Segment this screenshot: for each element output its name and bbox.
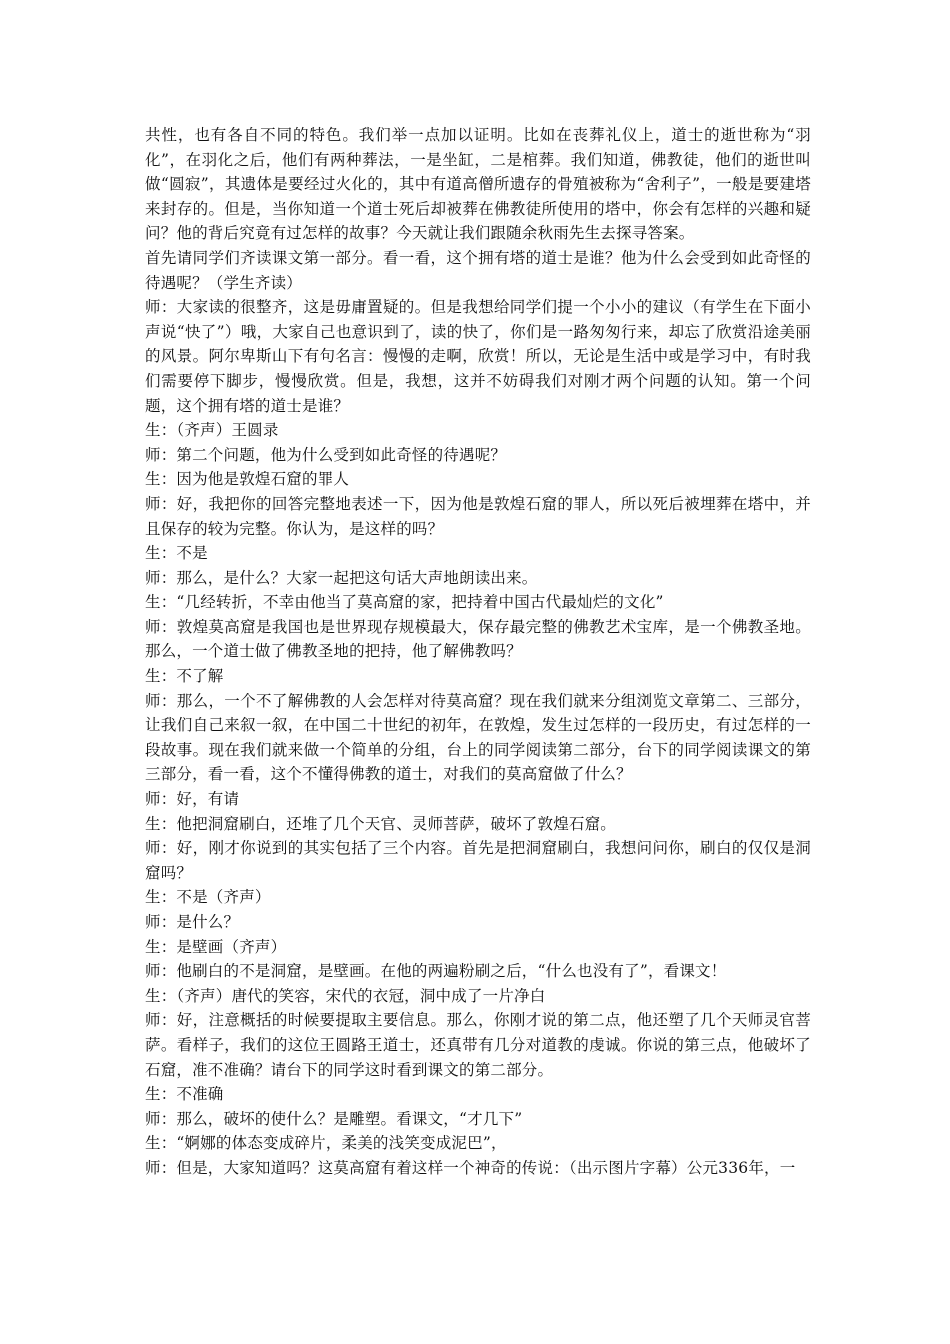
dialogue-line: 生：不了解 xyxy=(145,667,224,686)
paragraph-intro: 共性，也有各自不同的特色。我们举一点加以证明。比如在丧葬礼仪上，道士的逝世称为“羽化”，在羽化之后，他们有两种葬法，一是坐缸，二是棺葬。我们知道，佛教徒，他们的逝世叫做“圆寂”，其遗体是要经过火化的，其中有道高僧所遗存的骨殖被称为“舍利子”，一般是要建塔来封存的。但是，当你知道一个道士死后却被葬在佛教徒所使用的塔中，你会有怎样的兴趣和疑问？他的背后究竟有过怎样的故事？今天就让我们跟随余秋雨先生去探寻答案。 xyxy=(145,126,811,243)
dialogue-line: 生：“婀娜的体态变成碎片，柔美的浅笑变成泥巴”， xyxy=(145,1134,507,1153)
dialogue-line: 生：（齐声）唐代的笑容，宋代的衣冠，洞中成了一片净白 xyxy=(145,986,546,1005)
dialogue-line: 师：是什么？ xyxy=(145,913,240,931)
dialogue-line: 师：那么，是什么？大家一起把这句话大声地朗读出来。 xyxy=(145,568,538,587)
dialogue-line: 生：是壁画（齐声） xyxy=(145,937,287,956)
dialogue-line: 师：第二个问题，他为什么受到如此奇怪的待遇呢？ xyxy=(145,445,507,464)
dialogue-line: 师：好，注意概括的时候要提取主要信息。那么，你刚才说的第二点，他还塑了几个天师灵官菩萨。看样子，我们的这位王圆路王道士，还真带有几分对道教的虔诚。你说的第三点，他破坏了石窟，准不准确？请台下的同学这时看到课文的第二部分。 xyxy=(145,1011,811,1079)
dialogue-line: 师：那么，一个不了解佛教的人会怎样对待莫高窟？现在我们就来分组浏览文章第二、三部分，让我们自己来叙一叙，在中国二十世纪的初年，在敦煌，发生过怎样的一段历史，有过怎样的一段故事。现在我们就来做一个简单的分组，台上的同学阅读第二部分，台下的同学阅读课文的第三部分，看一看，这个不懂得佛教的道士，对我们的莫高窟做了什么？ xyxy=(145,691,811,784)
document-body xyxy=(145,123,811,1181)
dialogue-line: 生：“几经转折，不幸由他当了莫高窟的家，把持着中国古代最灿烂的文化” xyxy=(145,593,664,612)
dialogue-line: 师：好，我把你的回答完整地表述一下，因为他是敦煌石窟的罪人，所以死后被埋葬在塔中，并且保存的较为完整。你认为，是这样的吗？ xyxy=(145,494,811,538)
dialogue-line: 师：好，刚才你说到的其实包括了三个内容。首先是把洞窟刷白，我想问问你，刷白的仅仅是洞窟吗？ xyxy=(145,839,811,882)
dialogue-line: 师：那么，破坏的使什么？是雕塑。看课文，“才几下” xyxy=(145,1109,523,1128)
dialogue-line: 师：好，有请 xyxy=(145,790,240,809)
dialogue-line: 生：（齐声）王圆录 xyxy=(145,421,279,440)
dialogue-line: 师：大家读的很整齐，这是毋庸置疑的。但是我想给同学们提一个小小的建议（有学生在下面小声说“快了”）哦，大家自己也意识到了，读的快了，你们是一路匆匆行来，却忘了欣赏沿途美丽的风景。阿尔卑斯山下有句名言：慢慢的走啊，欣赏！所以，无论是生活中或是学习中，有时我们需要停下脚步，慢慢欣赏。但是，我想，这并不妨碍我们对刚才两个问题的认知。第一个问题，这个拥有塔的道士是谁？ xyxy=(145,298,811,415)
dialogue-line: 师：但是，大家知道吗？这莫高窟有着这样一个神奇的传说：（出示图片字幕）公元336年，一 xyxy=(145,1158,796,1177)
dialogue-line: 生：不是（齐声） xyxy=(145,888,271,907)
dialogue-line: 师：他刷白的不是洞窟，是壁画。在他的两遍粉刷之后，“什么也没有了”，看课文！ xyxy=(145,962,727,981)
dialogue-line: 生：不准确 xyxy=(145,1085,224,1104)
dialogue-line: 生：因为他是敦煌石窟的罪人 xyxy=(145,470,350,489)
dialogue-line: 师：敦煌莫高窟是我国也是世界现存规模最大，保存最完整的佛教艺术宝库，是一个佛教圣地。那么，一个道士做了佛教圣地的把持，他了解佛教吗？ xyxy=(145,617,811,661)
paragraph-instruction: 首先请同学们齐读课文第一部分。看一看，这个拥有塔的道士是谁？他为什么会受到如此奇怪的待遇呢？（学生齐读） xyxy=(145,248,811,292)
dialogue-line: 生：他把洞窟刷白，还堆了几个天官、灵师菩萨，破坏了敦煌石窟。 xyxy=(145,814,617,833)
dialogue-line: 生：不是 xyxy=(145,544,208,563)
